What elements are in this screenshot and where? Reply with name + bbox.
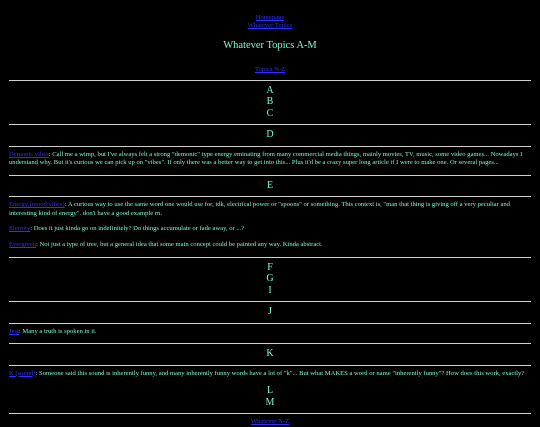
letter-heading-e: E bbox=[266, 179, 274, 191]
letter-heading-c: C bbox=[266, 107, 274, 119]
entry-text: Call me a wimp, but I've always felt a strong "demonic" type energy eminating from many commercial media things, mainly movies, TV, music, some video games... Nowadays I understand why. But it's curious we can pick up on "vibes". If only there was a better way to get into this... Plus it'd be a crazy super long article if I were to make one. Or several pages... bbox=[9, 150, 523, 167]
entry-text: A curious way to use the same word one would use for, idk, electrical power or "spoons" or something. This context is, "man that thing is giving off a very peculiar and interesting kind of energy". don't have a good example rn. bbox=[9, 201, 510, 217]
letter-heading-m: M bbox=[265, 396, 275, 408]
divider bbox=[9, 301, 531, 302]
letter-heading-l: L bbox=[266, 385, 274, 397]
entry-text: Many a truth is spoken in it. bbox=[22, 327, 97, 335]
entry-energy: Energy (mood/vibes): A curious way to use the same word one would use for, idk, electrical power or "spoons" or something. This context is, "man that thing is giving off a very peculiar and interesting kind of energy". don't have a good example rn. bbox=[9, 201, 510, 217]
term-link[interactable]: Jest bbox=[9, 327, 19, 335]
term-link[interactable]: K (sound) bbox=[9, 369, 36, 377]
letter-heading-a: A bbox=[266, 84, 274, 96]
letter-heading-b: B bbox=[266, 96, 274, 108]
toc bbox=[9, 66, 531, 75]
divider bbox=[9, 413, 531, 414]
entry-evergreen: Evergreen: Not just a type of tree, but a general idea that some main concept could be painted any way. Kinda abstract. bbox=[9, 240, 323, 248]
top-nav bbox=[9, 0, 531, 30]
entry-eternity: Eternity: Does it just kinda go on indefinitely? Do things accumulate or fade away, or ...? bbox=[9, 225, 245, 233]
divider bbox=[9, 257, 531, 258]
letter-heading-k: K bbox=[266, 348, 274, 360]
homepage-link[interactable]: Homepage bbox=[255, 14, 285, 21]
topics-n-z-link[interactable]: Topics N-Z bbox=[254, 66, 286, 74]
letter-group-fgi bbox=[9, 262, 531, 297]
divider bbox=[9, 124, 531, 125]
bottom-nav bbox=[9, 418, 531, 427]
divider bbox=[9, 80, 531, 81]
divider bbox=[9, 343, 531, 344]
term-link[interactable]: Demonic vibes bbox=[9, 150, 49, 158]
whatever-topics-link[interactable]: Whatever Topics bbox=[247, 22, 293, 30]
letter-heading-j: J bbox=[268, 306, 272, 318]
entry-text: Not just a type of tree, but a general idea that some main concept could be painted any way. Kinda abstract. bbox=[39, 240, 323, 248]
letter-group-abc bbox=[9, 85, 531, 120]
entry-demonic-vibes: Demonic vibes: Call me a wimp, but I've always felt a strong "demonic" type energy eminating from many commercial media things, mainly movies, TV, music, some video games... Nowadays I understand why. But it's curious we can pick up on "vibes". If only there was a better way to get into this... Plus it'd be a crazy super long article if I were to make one. Or several pages... bbox=[9, 150, 523, 167]
entry-text: Does it just kinda go on indefinitely? Do things accumulate or fade away, or ...? bbox=[33, 225, 245, 233]
letter-heading-g: G bbox=[266, 273, 274, 285]
entry-text: Someone said this sound is inherently funny, and many inherently funny words have a lot of "k"... But what MAKES a word or name "inherently funny"? How does this work, exactly? bbox=[39, 369, 525, 377]
entry-jest: Jest: Many a truth is spoken in it. bbox=[9, 327, 97, 335]
whatever-n-z-link[interactable]: Whatever N-Z bbox=[250, 418, 290, 426]
term-link[interactable]: Evergreen bbox=[9, 240, 36, 248]
page-title: Whatever Topics A-M bbox=[223, 40, 317, 52]
entry-k-sound: K (sound): Someone said this sound is inherently funny, and many inherently funny words have a lot of "k"... But what MAKES a word or name "inherently funny"? How does this work, exactly? bbox=[9, 369, 525, 377]
letter-heading-f: F bbox=[267, 261, 273, 273]
divider bbox=[9, 323, 531, 324]
divider bbox=[9, 196, 531, 197]
divider bbox=[9, 175, 531, 176]
divider bbox=[9, 365, 531, 366]
divider bbox=[9, 146, 531, 147]
term-link[interactable]: Eternity bbox=[9, 225, 31, 233]
letter-heading-i: I bbox=[268, 284, 272, 296]
letter-heading-d: D bbox=[266, 129, 274, 141]
term-link[interactable]: Energy (mood/vibes) bbox=[9, 201, 65, 209]
